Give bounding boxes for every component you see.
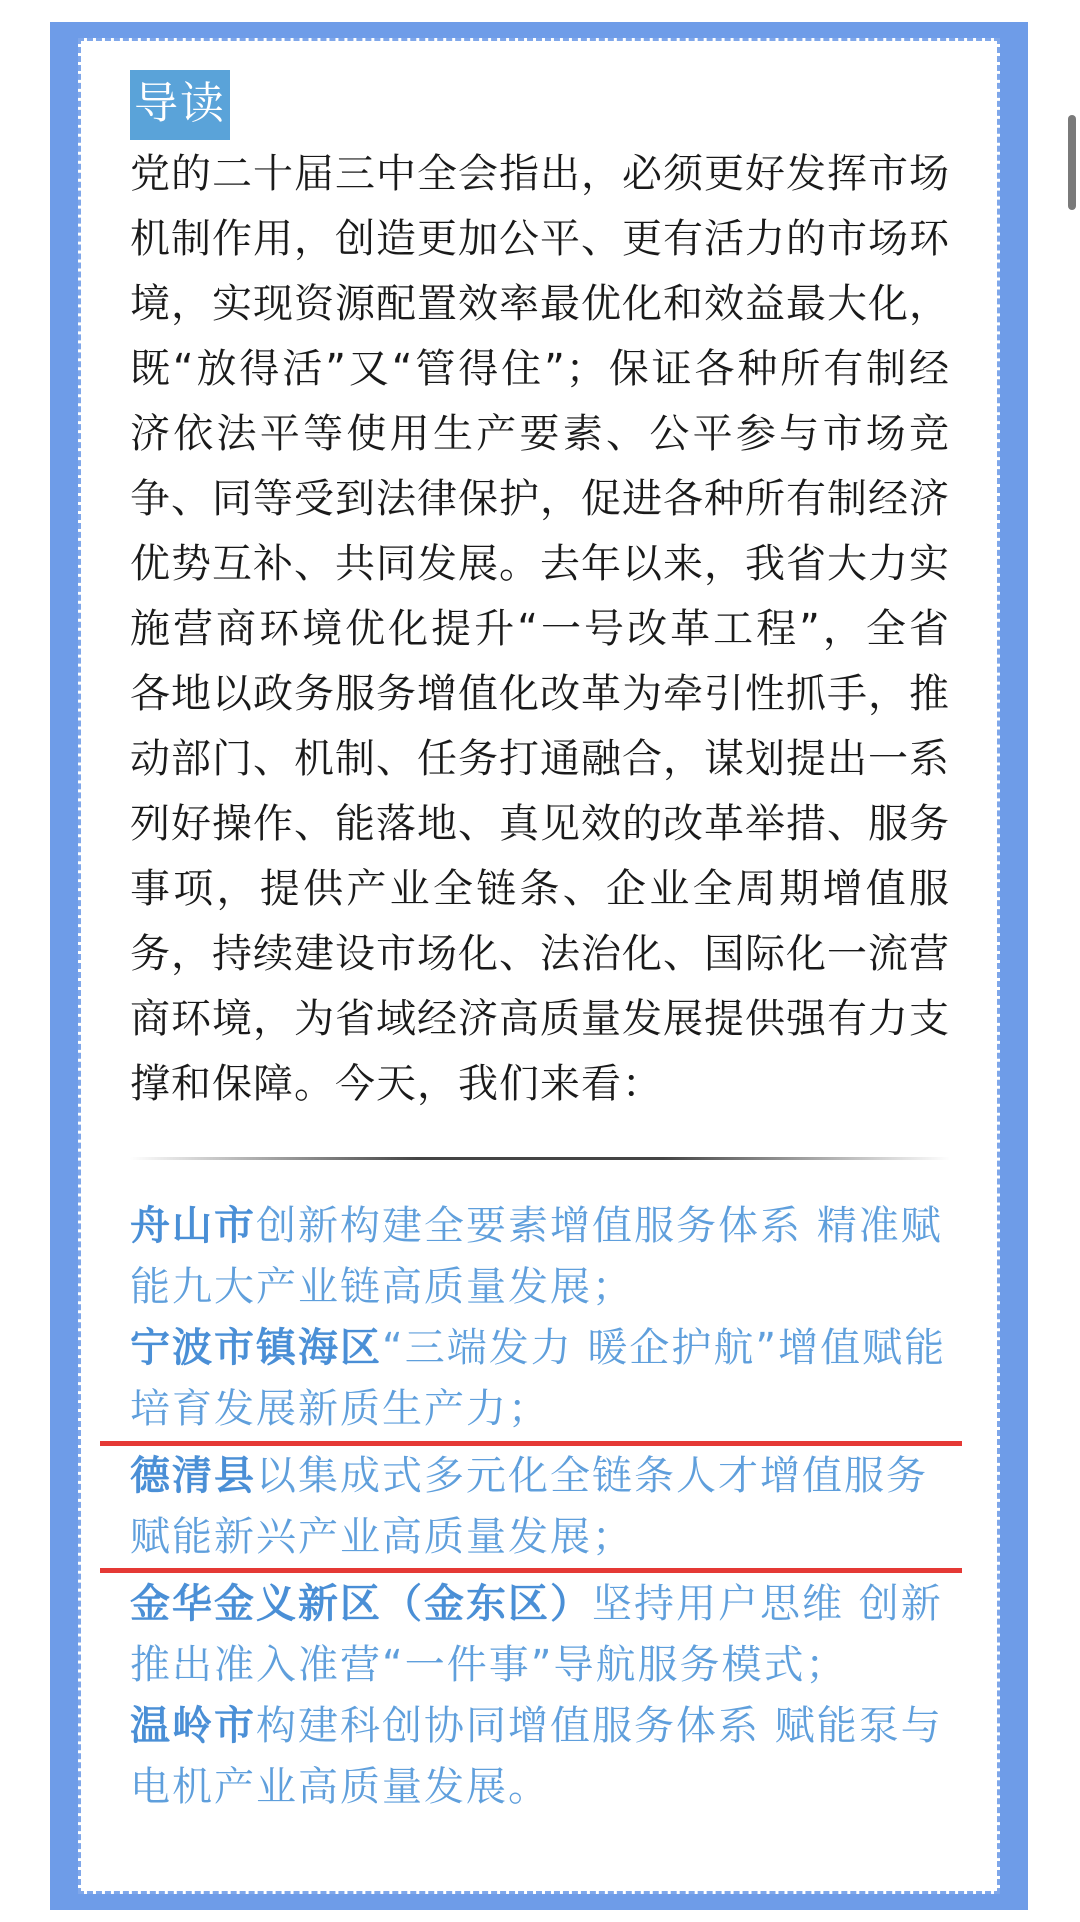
- item-place: 金华金义新区（金东区）: [130, 1581, 592, 1627]
- list-item[interactable]: [130, 1696, 950, 1818]
- scrollbar[interactable]: [1068, 115, 1076, 210]
- highlighted-list-item[interactable]: [100, 1446, 962, 1568]
- item-text: 构建科创协同增值服务体系 赋能泵与电机产业高质量发展。: [130, 1703, 943, 1810]
- item-text: 创新构建全要素增值服务体系 精准赋能九大产业链高质量发展；: [130, 1203, 943, 1310]
- item-text: “三端发力 暖企护航”增值赋能培育发展新质生产力；: [130, 1325, 947, 1432]
- item-place: 宁波市镇海区: [130, 1325, 382, 1371]
- list-item[interactable]: [130, 1318, 950, 1440]
- list-item[interactable]: [130, 1574, 950, 1696]
- intro-paragraph: 党的二十届三中全会指出，必须更好发挥市场机制作用，创造更加公平、更有活力的市场环境，实现资源配置效率最优化和效益最大化，既“放得活”又“管得住”；保证各种所有制经济依法平等使用生产要素、公平参与市场竞争、同等受到法律保护，促进各种所有制经济优势互补、共同发展。去年以来，我省大力实施营商环境优化提升“一号改革工程”，全省各地以政务服务增值化改革为牵引性抓手，推动部门、机制、任务打通融合，谋划提出一系列好操作、能落地、真见效的改革举措、服务事项，提供产业全链条、企业全周期增值服务，持续建设市场化、法治化、国际化一流营商环境，为省域经济高质量发展提供强有力支撑和保障。今天，我们来看：: [130, 151, 950, 1107]
- item-place: 舟山市: [130, 1203, 256, 1249]
- item-place: 温岭市: [130, 1703, 256, 1749]
- item-place: 德清县: [130, 1453, 256, 1499]
- item-text: 坚持用户思维 创新推出准入准营“一件事”导航服务模式；: [130, 1581, 943, 1688]
- item-text: 以集成式多元化全链条人才增值服务 赋能新兴产业高质量发展；: [130, 1453, 928, 1560]
- list-item[interactable]: [130, 1196, 950, 1318]
- article-content: [100, 70, 962, 1872]
- topic-list: [130, 1196, 950, 1818]
- section-tag: 导读: [130, 70, 230, 140]
- divider: [130, 1157, 950, 1160]
